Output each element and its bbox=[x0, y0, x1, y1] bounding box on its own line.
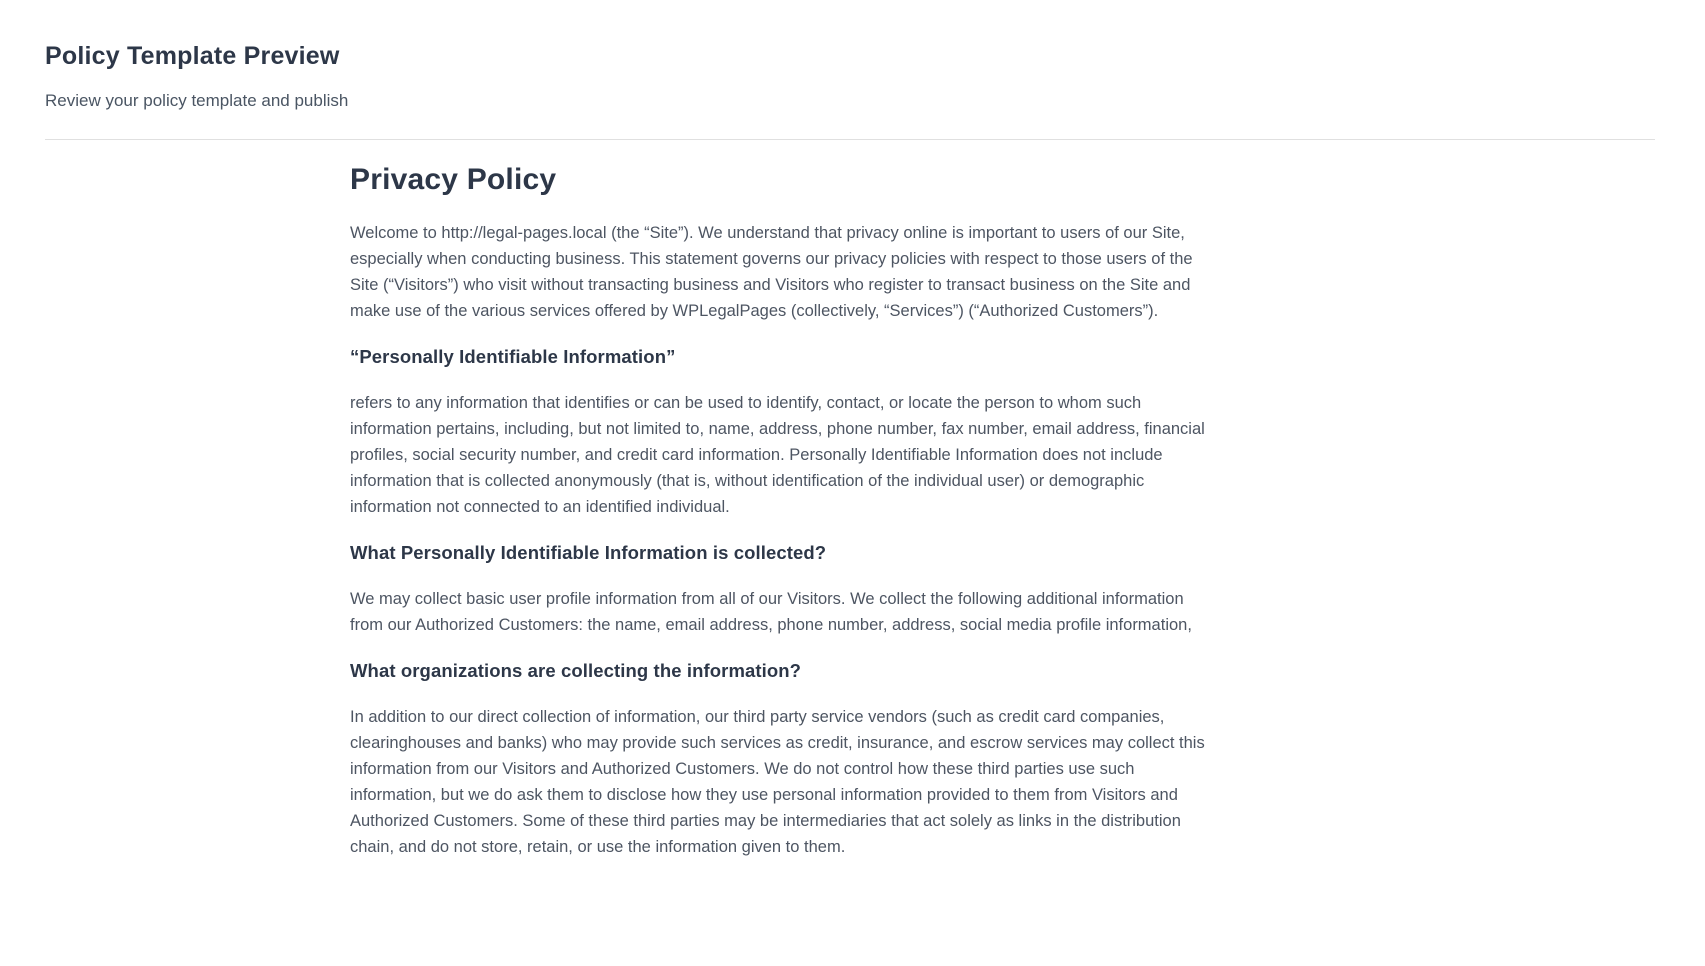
policy-document-title: Privacy Policy bbox=[350, 163, 557, 196]
page-header bbox=[0, 0, 1705, 113]
policy-paragraph-pii-definition: refers to any information that identifies or can be used to identify, contact, or locate the person to whom such information pertains, including, but not limited to, name, address, phone number, fax number, email address, financial profiles, social security number, and credit card information. Personally Identifiable Information does not include information that is collected anonymously (that is, without identification of the individual user) or demographic information not connected to an identified individual. bbox=[350, 394, 1205, 516]
policy-paragraph-organizations: In addition to our direct collection of information, our third party service vendors (such as credit card companies, clearinghouses and banks) who may provide such services as credit, insurance, and escrow services may collect this information from our Visitors and Authorized Customers. We do not control how these third parties use such information, but we do ask them to disclose how they use personal information provided to them from Visitors and Authorized Customers. Some of these third parties may be intermediaries that act solely as links in the distribution chain, and do not store, retain, or use the information given to them. bbox=[350, 708, 1205, 856]
section-heading-what-pii-collected: What Personally Identifiable Information is collected? bbox=[350, 542, 827, 563]
policy-preview-document bbox=[350, 140, 1218, 860]
policy-document-body bbox=[350, 220, 1218, 860]
policy-paragraph-what-collected: We may collect basic user profile information from all of our Visitors. We collect the following additional information from our Authorized Customers: the name, email address, phone number, address, social media profile information, bbox=[350, 590, 1192, 634]
page-title: Policy Template Preview bbox=[45, 42, 340, 70]
policy-paragraph-intro: Welcome to http://legal-pages.local (the “Site”). We understand that privacy online is important to users of our Site, especially when conducting business. This statement governs our privacy policies with respect to those users of the Site (“Visitors”) who visit without transacting business and Visitors who register to transact business on the Site and make use of the various services offered by WPLegalPages (collectively, “Services”) (“Authorized Customers”). bbox=[350, 224, 1193, 320]
section-heading-personally-identifiable-information: “Personally Identifiable Information” bbox=[350, 346, 676, 367]
section-heading-what-organizations: What organizations are collecting the information? bbox=[350, 660, 802, 681]
page-subtitle: Review your policy template and publish bbox=[45, 91, 349, 110]
